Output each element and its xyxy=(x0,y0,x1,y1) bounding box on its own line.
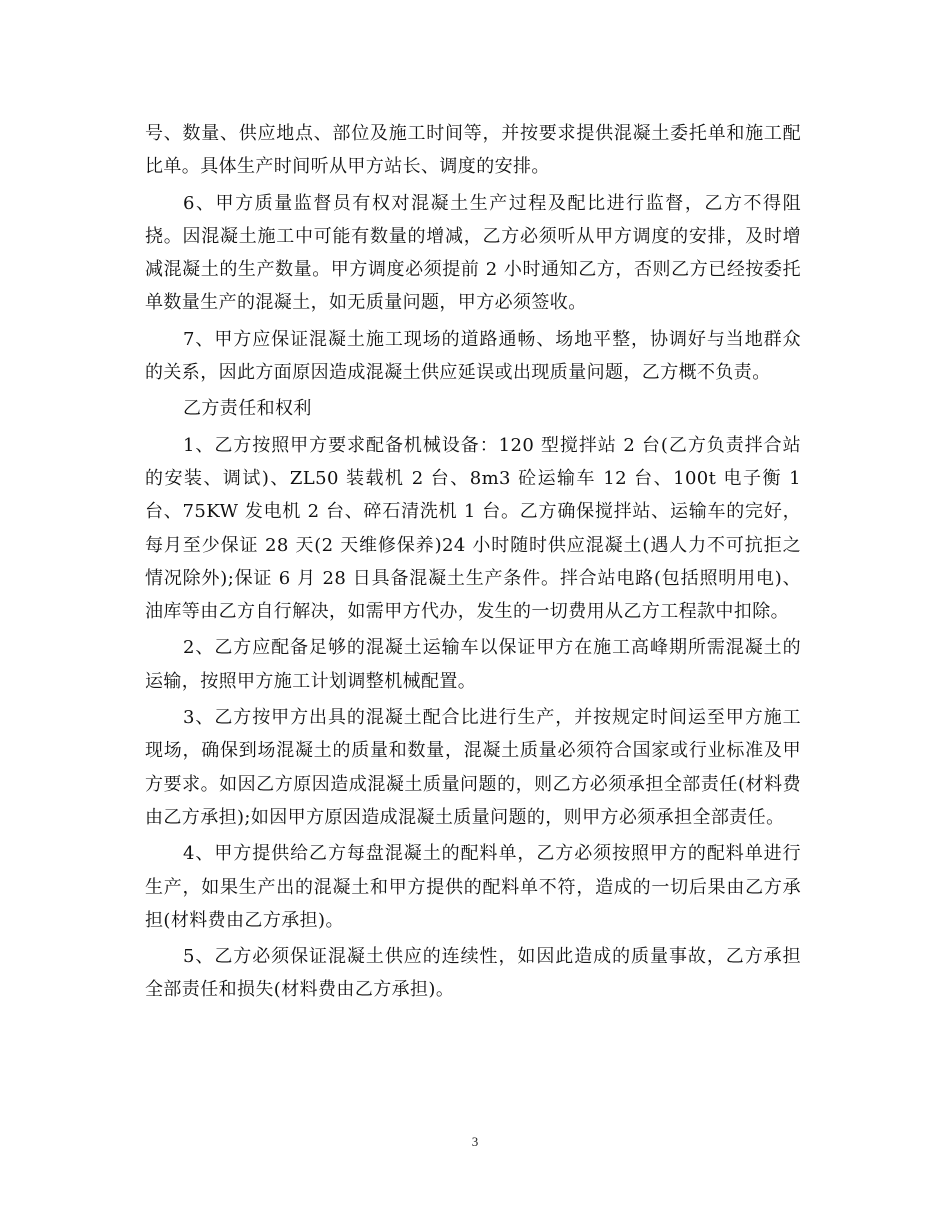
paragraph-party-b-clause-2: 2、乙方应配备足够的混凝土运输车以保证甲方在施工高峰期所需混凝土的运输，按照甲方施工计划调整机械配置。 xyxy=(145,637,801,692)
paragraph-clause-6: 6、甲方质量监督员有权对混凝土生产过程及配比进行监督，乙方不得阻挠。因混凝土施工中可能有数量的增减，乙方必须听从甲方调度的安排，及时增减混凝土的生产数量。甲方调度必须提前 2 小时通知乙方，否则乙方已经按委托单数量生产的混凝土，如无质量问题，甲方必须签收。 xyxy=(145,192,801,314)
paragraph-party-b-clause-5: 5、乙方必须保证混凝土供应的连续性，如因此造成的质量事故，乙方承担全部责任和损失(材料费由乙方承担)。 xyxy=(145,946,801,1001)
paragraph-continuation: 号、数量、供应地点、部位及施工时间等，并按要求提供混凝土委托单和施工配比单。具体生产时间听从甲方站长、调度的安排。 xyxy=(145,123,801,178)
page-number: 3 xyxy=(471,1134,479,1149)
section-heading-party-b: 乙方责任和权利 xyxy=(183,398,312,420)
paragraph-party-b-clause-1: 1、乙方按照甲方要求配备机械设备：120 型搅拌站 2 台(乙方负责拌合站的安装、调试)、ZL50 装载机 2 台、8m3 砼运输车 12 台、100t 电子衡 1 台、75KW 发电机 2 台、碎石清洗机 1 台。乙方确保搅拌站、运输车的完好，每月至少保证 28 天(2 天维修保养)24 小时随时供应混凝土(遇人力不可抗拒之情况除外);保证 6 月 28 日具备混凝土生产条件。拌合站电路(包括照明用电)、油库等由乙方自行解决，如需甲方代办，发生的一切费用从乙方工程款中扣除。 xyxy=(145,434,801,623)
document-body xyxy=(145,117,801,1010)
paragraph-clause-7: 7、甲方应保证混凝土施工现场的道路通畅、场地平整，协调好与当地群众的关系，因此方面原因造成混凝土供应延误或出现质量问题，乙方概不负责。 xyxy=(145,328,801,384)
paragraph-party-b-clause-4: 4、甲方提供给乙方每盘混凝土的配料单，乙方必须按照甲方的配料单进行生产，如果生产出的混凝土和甲方提供的配料单不符，造成的一切后果由乙方承担(材料费由乙方承担)。 xyxy=(145,843,801,931)
paragraph-party-b-clause-3: 3、乙方按甲方出具的混凝土配合比进行生产，并按规定时间运至甲方施工现场，确保到场混凝土的质量和数量，混凝土质量必须符合国家或行业标准及甲方要求。如因乙方原因造成混凝土质量问题的，则乙方必须承担全部责任(材料费由乙方承担);如因甲方原因造成混凝土质量问题的，则甲方必须承担全部责任。 xyxy=(145,707,801,828)
